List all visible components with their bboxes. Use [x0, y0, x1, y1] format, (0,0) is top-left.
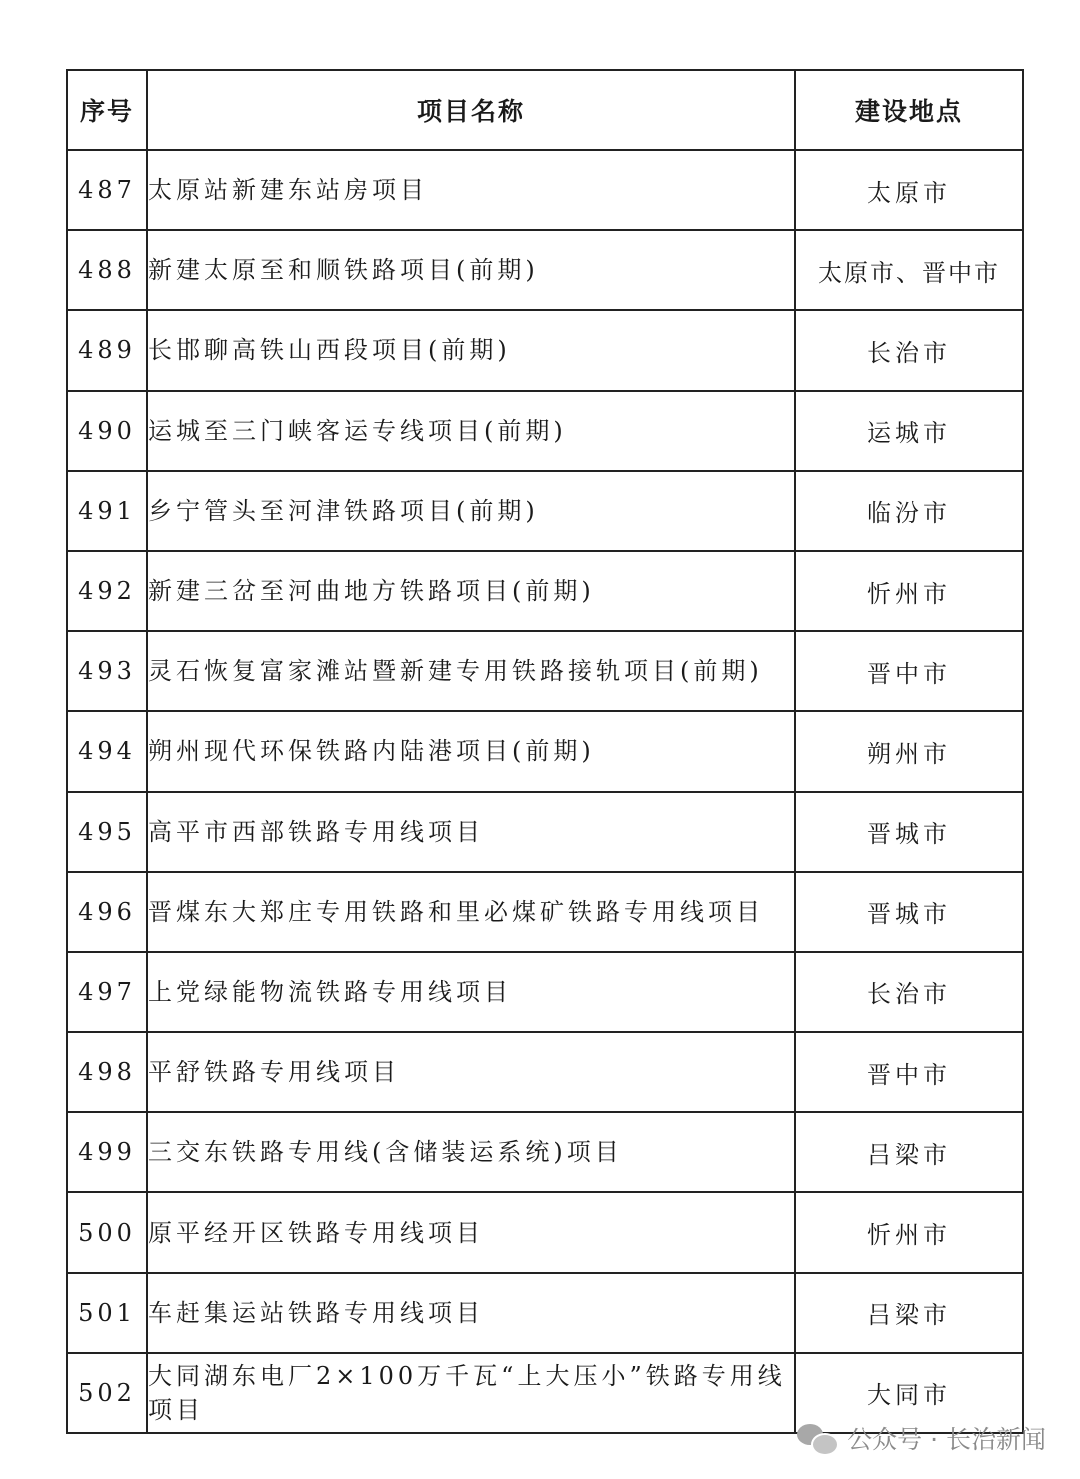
- table-row: [67, 711, 1023, 791]
- row-number: 502: [67, 1353, 147, 1433]
- table-row: [67, 952, 1023, 1032]
- row-number: 494: [67, 711, 147, 791]
- table-row: [67, 792, 1023, 872]
- table-row: [67, 391, 1023, 471]
- row-number: 495: [67, 792, 147, 872]
- row-location: 晋城市: [795, 872, 1023, 952]
- row-number: 492: [67, 551, 147, 631]
- row-location: 晋城市: [795, 792, 1023, 872]
- row-project-name: 新建太原至和顺铁路项目(前期): [147, 230, 795, 310]
- row-location: 长治市: [795, 952, 1023, 1032]
- row-number: 501: [67, 1273, 147, 1353]
- row-project-name: 三交东铁路专用线(含储装运系统)项目: [147, 1112, 795, 1192]
- table-row: [67, 310, 1023, 390]
- row-project-name: 车赶集运站铁路专用线项目: [147, 1273, 795, 1353]
- row-project-name: 新建三岔至河曲地方铁路项目(前期): [147, 551, 795, 631]
- row-project-name: 灵石恢复富家滩站暨新建专用铁路接轨项目(前期): [147, 631, 795, 711]
- row-number: 488: [67, 230, 147, 310]
- table-row: [67, 1192, 1023, 1272]
- header-location: 建设地点: [795, 70, 1023, 150]
- row-project-name: 运城至三门峡客运专线项目(前期): [147, 391, 795, 471]
- watermark: [797, 1416, 1046, 1460]
- wechat-icon: [797, 1422, 837, 1454]
- row-project-name: 晋煤东大郑庄专用铁路和里必煤矿铁路专用线项目: [147, 872, 795, 952]
- row-location: 大同市: [795, 1353, 1023, 1433]
- row-number: 491: [67, 471, 147, 551]
- row-project-name: 长邯聊高铁山西段项目(前期): [147, 310, 795, 390]
- watermark-text: 公众号 · 长治新闻: [847, 1425, 1046, 1454]
- table-row: [67, 551, 1023, 631]
- row-location: 朔州市: [795, 711, 1023, 791]
- row-location: 吕梁市: [795, 1273, 1023, 1353]
- row-project-name: 太原站新建东站房项目: [147, 150, 795, 230]
- row-location: 晋中市: [795, 631, 1023, 711]
- row-location: 太原市: [795, 150, 1023, 230]
- row-location: 太原市、晋中市: [795, 230, 1023, 310]
- table-row: [67, 1273, 1023, 1353]
- row-project-name: 平舒铁路专用线项目: [147, 1032, 795, 1112]
- project-table: [66, 69, 1024, 1434]
- row-location: 临汾市: [795, 471, 1023, 551]
- table-row: [67, 230, 1023, 310]
- row-number: 499: [67, 1112, 147, 1192]
- row-project-name: 高平市西部铁路专用线项目: [147, 792, 795, 872]
- table-row: [67, 1112, 1023, 1192]
- row-project-name: 朔州现代环保铁路内陆港项目(前期): [147, 711, 795, 791]
- header-number: 序号: [67, 70, 147, 150]
- row-location: 忻州市: [795, 551, 1023, 631]
- row-location: 吕梁市: [795, 1112, 1023, 1192]
- row-number: 500: [67, 1192, 147, 1272]
- row-number: 498: [67, 1032, 147, 1112]
- table-header-row: [67, 70, 1023, 150]
- row-project-name: 上党绿能物流铁路专用线项目: [147, 952, 795, 1032]
- row-number: 496: [67, 872, 147, 952]
- table-row: [67, 631, 1023, 711]
- row-location: 运城市: [795, 391, 1023, 471]
- row-number: 489: [67, 310, 147, 390]
- row-number: 497: [67, 952, 147, 1032]
- row-location: 晋中市: [795, 1032, 1023, 1112]
- row-project-name: 原平经开区铁路专用线项目: [147, 1192, 795, 1272]
- table-row: [67, 150, 1023, 230]
- row-number: 493: [67, 631, 147, 711]
- row-location: 忻州市: [795, 1192, 1023, 1272]
- table-row: [67, 1032, 1023, 1112]
- row-location: 长治市: [795, 310, 1023, 390]
- header-project-name: 项目名称: [147, 70, 795, 150]
- row-project-name: 大同湖东电厂2×100万千瓦“上大压小”铁路专用线项目: [147, 1353, 795, 1433]
- table-row: [67, 471, 1023, 551]
- table-row: [67, 872, 1023, 952]
- row-number: 490: [67, 391, 147, 471]
- row-project-name: 乡宁管头至河津铁路项目(前期): [147, 471, 795, 551]
- row-number: 487: [67, 150, 147, 230]
